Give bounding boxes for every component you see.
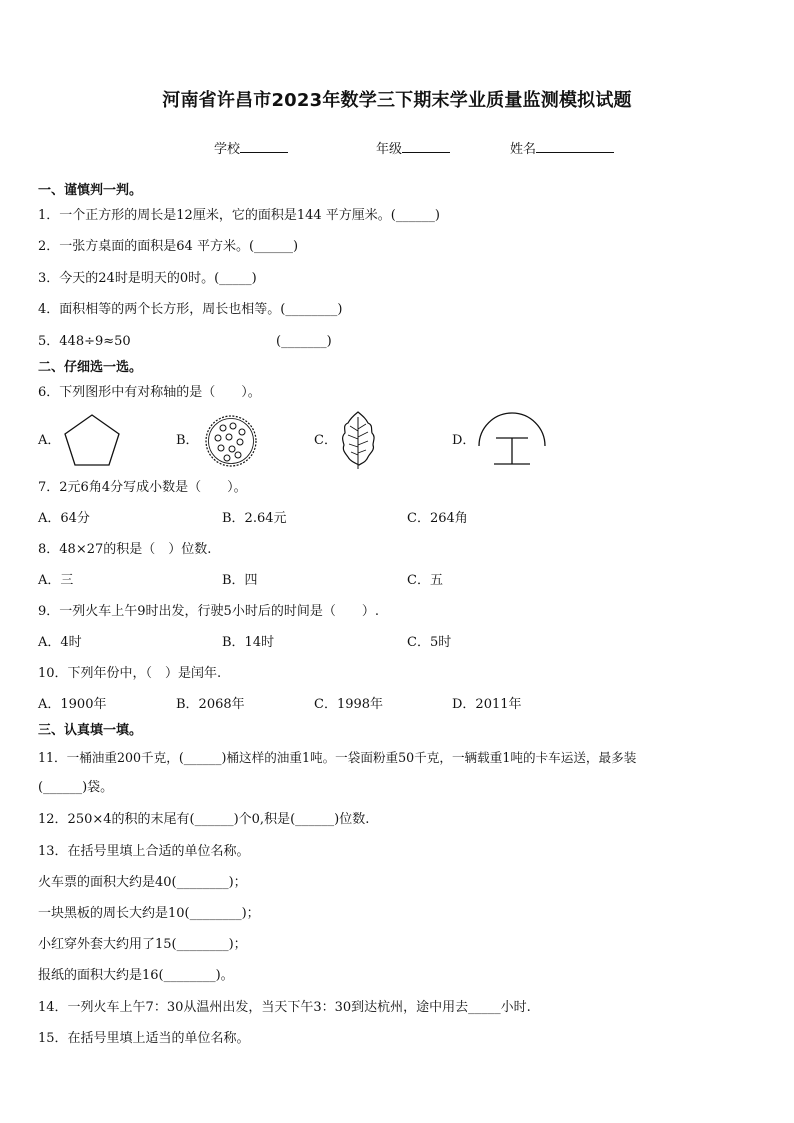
q8-option-c: C．五 bbox=[407, 573, 443, 588]
question-14: 14．一列火车上午7：30从温州出发，当天下午3：30到达杭州，途中用去_____小时. bbox=[38, 1000, 531, 1015]
school-blank bbox=[240, 140, 288, 153]
q13-line-3: 小红穿外套大约用了15(________)； bbox=[38, 937, 247, 952]
q10-option-d: D．2011年 bbox=[452, 697, 522, 712]
q9-option-a: A．4时 bbox=[38, 635, 82, 650]
school-field bbox=[214, 140, 288, 159]
q13-line-4: 报纸的面积大约是16(________)。 bbox=[38, 968, 234, 983]
name-label: 姓名 bbox=[510, 142, 537, 157]
q7-option-a: A．64分 bbox=[38, 511, 90, 526]
question-11: 11．一桶油重200千克，(______)桶这样的油重1吨。一袋面粉重50千克，一辆载重1吨的卡车运送，最多装 bbox=[38, 750, 637, 765]
leaf-shape bbox=[338, 409, 378, 471]
page-title: 河南省许昌市2023年数学三下期末学业质量监测模拟试题 bbox=[162, 90, 632, 111]
question-3: 3．今天的24时是明天的0时。(_____) bbox=[38, 271, 257, 286]
q6-option-b: B． bbox=[176, 433, 199, 448]
q6-option-d: D． bbox=[452, 433, 476, 448]
grade-label: 年级 bbox=[376, 142, 403, 157]
q10-option-b: B．2068年 bbox=[176, 697, 245, 712]
cookie-circle-shape bbox=[203, 413, 259, 469]
q9-option-b: B．14时 bbox=[222, 635, 275, 650]
pentagon-shape bbox=[62, 412, 122, 468]
question-6: 6．下列图形中有对称轴的是（ ）。 bbox=[38, 385, 261, 400]
q10-option-c: C．1998年 bbox=[314, 697, 384, 712]
school-label: 学校 bbox=[214, 142, 241, 157]
question-2: 2．一张方桌面的面积是64 平方米。(______) bbox=[38, 239, 299, 254]
question-11-cont: (______)袋。 bbox=[38, 780, 114, 795]
question-10: 10．下列年份中，（ ）是闰年. bbox=[38, 666, 222, 681]
q8-option-b: B．四 bbox=[222, 573, 258, 588]
question-7: 7．2元6角4分写成小数是（ ）。 bbox=[38, 480, 247, 495]
semicircle-shape bbox=[476, 410, 548, 468]
name-field bbox=[510, 140, 614, 159]
q13-line-1: 火车票的面积大约是40(________)； bbox=[38, 875, 247, 890]
question-12: 12．250×4的积的末尾有(______)个0,积是(______)位数. bbox=[38, 812, 370, 827]
grade-blank bbox=[402, 140, 450, 153]
q13-line-2: 一块黑板的周长大约是10(________)； bbox=[38, 906, 260, 921]
question-4: 4．面积相等的两个长方形，周长也相等。(________) bbox=[38, 302, 343, 317]
q6-option-c: C． bbox=[314, 433, 337, 448]
q7-option-c: C．264角 bbox=[407, 511, 468, 526]
q6-option-a: A． bbox=[38, 433, 61, 448]
question-13: 13．在括号里填上合适的单位名称。 bbox=[38, 844, 250, 859]
section-1-heading: 一、谨慎判一判。 bbox=[38, 183, 143, 198]
section-3-heading: 三、认真填一填。 bbox=[38, 723, 143, 738]
q10-option-a: A．1900年 bbox=[38, 697, 107, 712]
question-5: 5．448÷9≈50 bbox=[38, 334, 131, 349]
q7-option-b: B．2.64元 bbox=[222, 511, 287, 526]
q9-option-c: C．5时 bbox=[407, 635, 452, 650]
question-15: 15．在括号里填上适当的单位名称。 bbox=[38, 1031, 250, 1046]
grade-field bbox=[376, 140, 450, 159]
section-2-heading: 二、仔细选一选。 bbox=[38, 360, 143, 375]
name-blank bbox=[536, 140, 614, 153]
question-9: 9．一列火车上午9时出发，行驶5小时后的时间是（ ）. bbox=[38, 604, 379, 619]
question-1: 1．一个正方形的周长是12厘米，它的面积是144 平方厘米。(______) bbox=[38, 208, 440, 223]
question-5-blank: (_______) bbox=[276, 334, 332, 349]
q8-option-a: A．三 bbox=[38, 573, 74, 588]
question-8: 8．48×27的积是（ ）位数. bbox=[38, 542, 212, 557]
